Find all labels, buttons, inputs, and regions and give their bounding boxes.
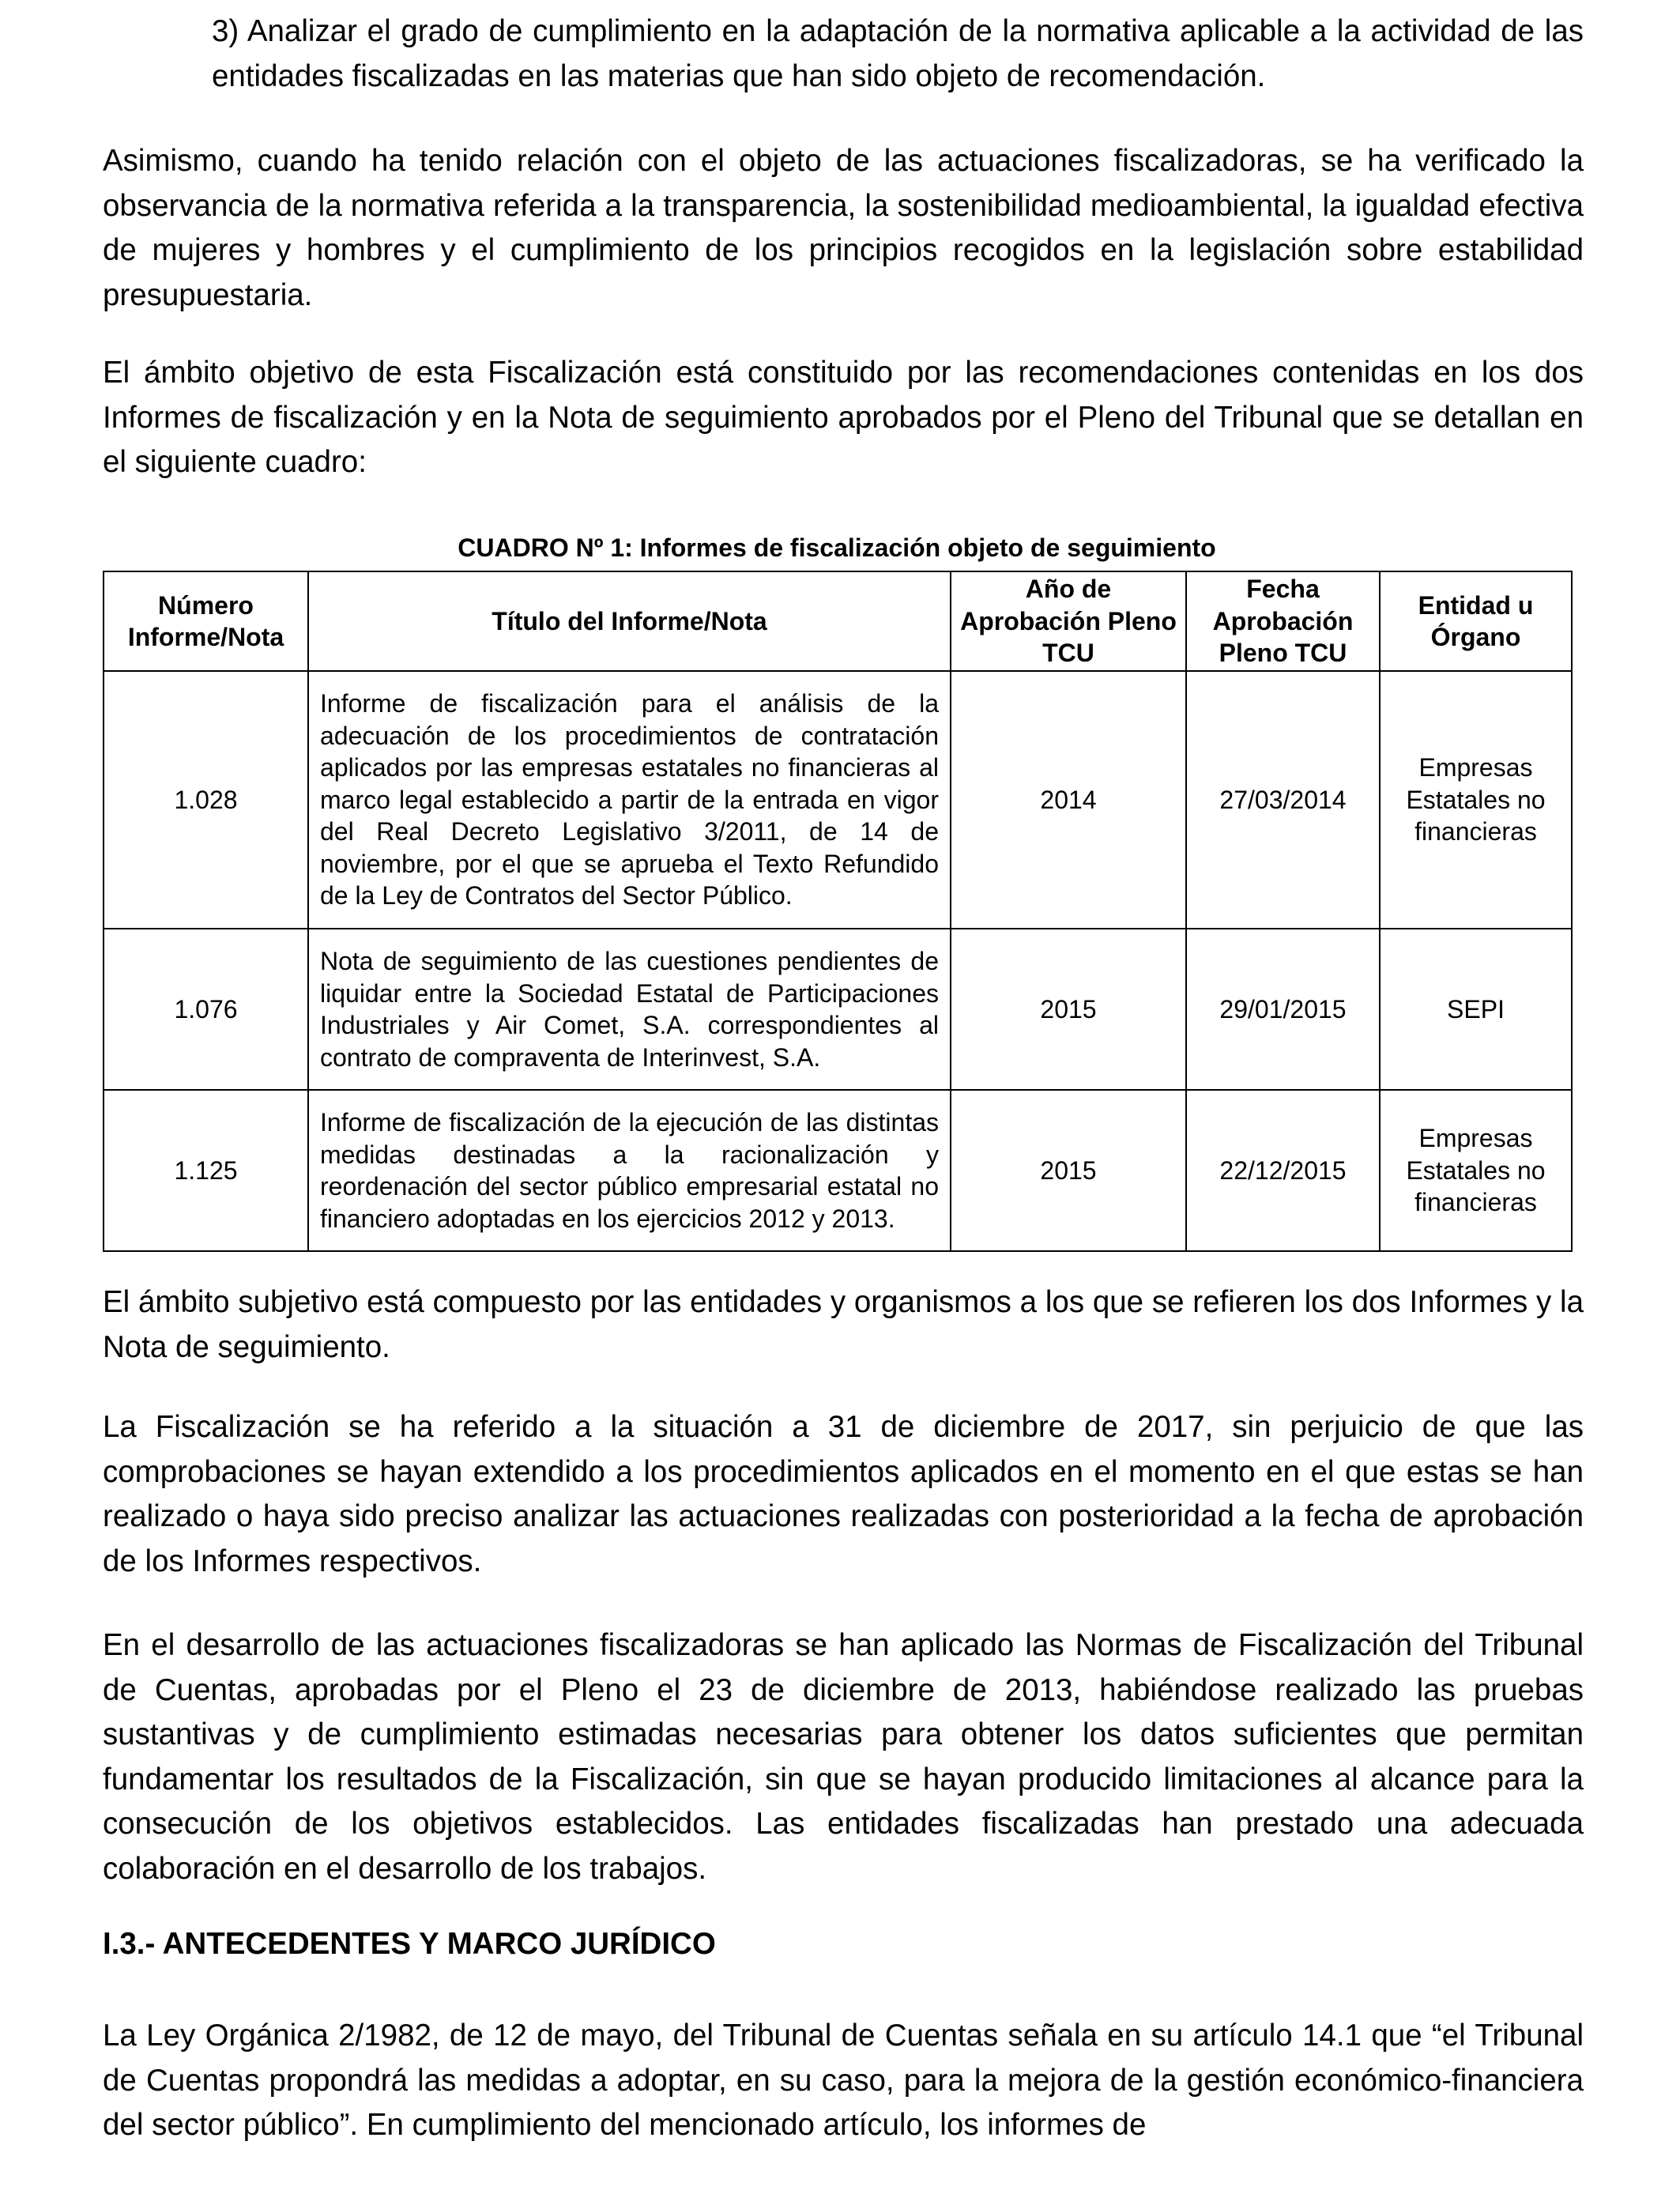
cell-numero: 1.028: [104, 671, 308, 929]
paragraph-ley-organica: La Ley Orgánica 2/1982, de 12 de mayo, del Tribunal de Cuentas señala en su artículo 14.1 que “el Tribunal de Cuentas propondrá las medidas a adoptar, en su caso, para la mejora de la gestión económico-financiera del sector público”. En cumplimiento del mencionado artículo, los informes de: [103, 2019, 1584, 2142]
cell-entidad: Empresas Estatales no financieras: [1380, 1090, 1572, 1251]
header-numero: Número Informe/Nota: [104, 571, 308, 671]
header-anio: Año de Aprobación Pleno TCU: [951, 571, 1186, 671]
table-header-row: [104, 571, 1572, 671]
cell-anio: 2014: [951, 671, 1186, 929]
header-entidad: Entidad u Órgano: [1380, 571, 1572, 671]
cell-fecha: 22/12/2015: [1186, 1090, 1380, 1251]
table-row: [104, 671, 1572, 929]
table-caption: CUADRO Nº 1: Informes de fiscalización objeto de seguimiento: [458, 533, 1216, 562]
cell-fecha: 27/03/2014: [1186, 671, 1380, 929]
header-titulo: Título del Informe/Nota: [308, 571, 951, 671]
table-row: [104, 1090, 1572, 1251]
paragraph-situacion: La Fiscalización se ha referido a la situación a 31 de diciembre de 2017, sin perjuicio de que las comprobaciones se hayan extendido a los procedimientos aplicados en el momento en el que estas se han realizado o haya sido preciso analizar las actuaciones realizadas con posterioridad a la fecha de aprobación de los Informes respectivos.: [103, 1410, 1584, 1578]
objective-item-3: 3) Analizar el grado de cumplimiento en la adaptación de la normativa aplicable a la actividad de las entidades fiscalizadas en las materias que han sido objeto de recomendación.: [212, 14, 1584, 93]
cell-entidad: Empresas Estatales no financieras: [1380, 671, 1572, 929]
table-row: [104, 929, 1572, 1090]
cell-fecha: 29/01/2015: [1186, 929, 1380, 1090]
cell-anio: 2015: [951, 929, 1186, 1090]
cell-entidad: SEPI: [1380, 929, 1572, 1090]
cell-numero: 1.076: [104, 929, 308, 1090]
cell-titulo: Informe de fiscalización de la ejecución de las distintas medidas destinadas a la racionalización y reordenación del sector público empresarial estatal no financiero adoptadas en los ejercicios 2012 y 2013.: [308, 1090, 951, 1251]
paragraph-ambito-subjetivo: El ámbito subjetivo está compuesto por las entidades y organismos a los que se refieren los dos Informes y la Nota de seguimiento.: [103, 1285, 1584, 1364]
header-fecha: Fecha Aprobación Pleno TCU: [1186, 571, 1380, 671]
cell-numero: 1.125: [104, 1090, 308, 1251]
paragraph-ambito-objetivo: El ámbito objetivo de esta Fiscalización está constituido por las recomendaciones contenidas en los dos Informes de fiscalización y en la Nota de seguimiento aprobados por el Pleno del Tribunal que se detallan en el siguiente cuadro:: [103, 356, 1584, 479]
cell-anio: 2015: [951, 1090, 1186, 1251]
cell-titulo: Nota de seguimiento de las cuestiones pendientes de liquidar entre la Sociedad Estatal de Participaciones Industriales y Air Comet, S.A. correspondientes al contrato de compraventa de Interinvest, S.A.: [308, 929, 951, 1090]
paragraph-asimismo: Asimismo, cuando ha tenido relación con el objeto de las actuaciones fiscalizadoras, se ha verificado la observancia de la normativa referida a la transparencia, la sostenibilidad medioambiental, la igualdad efectiva de mujeres y hombres y el cumplimiento de los principios recogidos en la legislación sobre estabilidad presupuestaria.: [103, 144, 1584, 312]
cell-titulo: Informe de fiscalización para el análisis de la adecuación de los procedimientos de contratación aplicados por las empresas estatales no financieras al marco legal establecido a partir de la entrada en vigor del Real Decreto Legislativo 3/2011, de 14 de noviembre, por el que se aprueba el Texto Refundido de la Ley de Contratos del Sector Público.: [308, 671, 951, 929]
paragraph-normas: En el desarrollo de las actuaciones fiscalizadoras se han aplicado las Normas de Fiscalización del Tribunal de Cuentas, aprobadas por el Pleno el 23 de diciembre de 2013, habiéndose realizado las pruebas sustantivas y de cumplimiento estimadas necesarias para obtener los datos suficientes que permitan fundamentar los resultados de la Fiscalización, sin que se hayan producido limitaciones al alcance para la consecución de los objetivos establecidos. Las entidades fiscalizadas han prestado una adecuada colaboración en el desarrollo de los trabajos.: [103, 1628, 1584, 1886]
section-heading: I.3.- ANTECEDENTES Y MARCO JURÍDICO: [103, 1927, 716, 1961]
reports-table: [103, 571, 1573, 1252]
